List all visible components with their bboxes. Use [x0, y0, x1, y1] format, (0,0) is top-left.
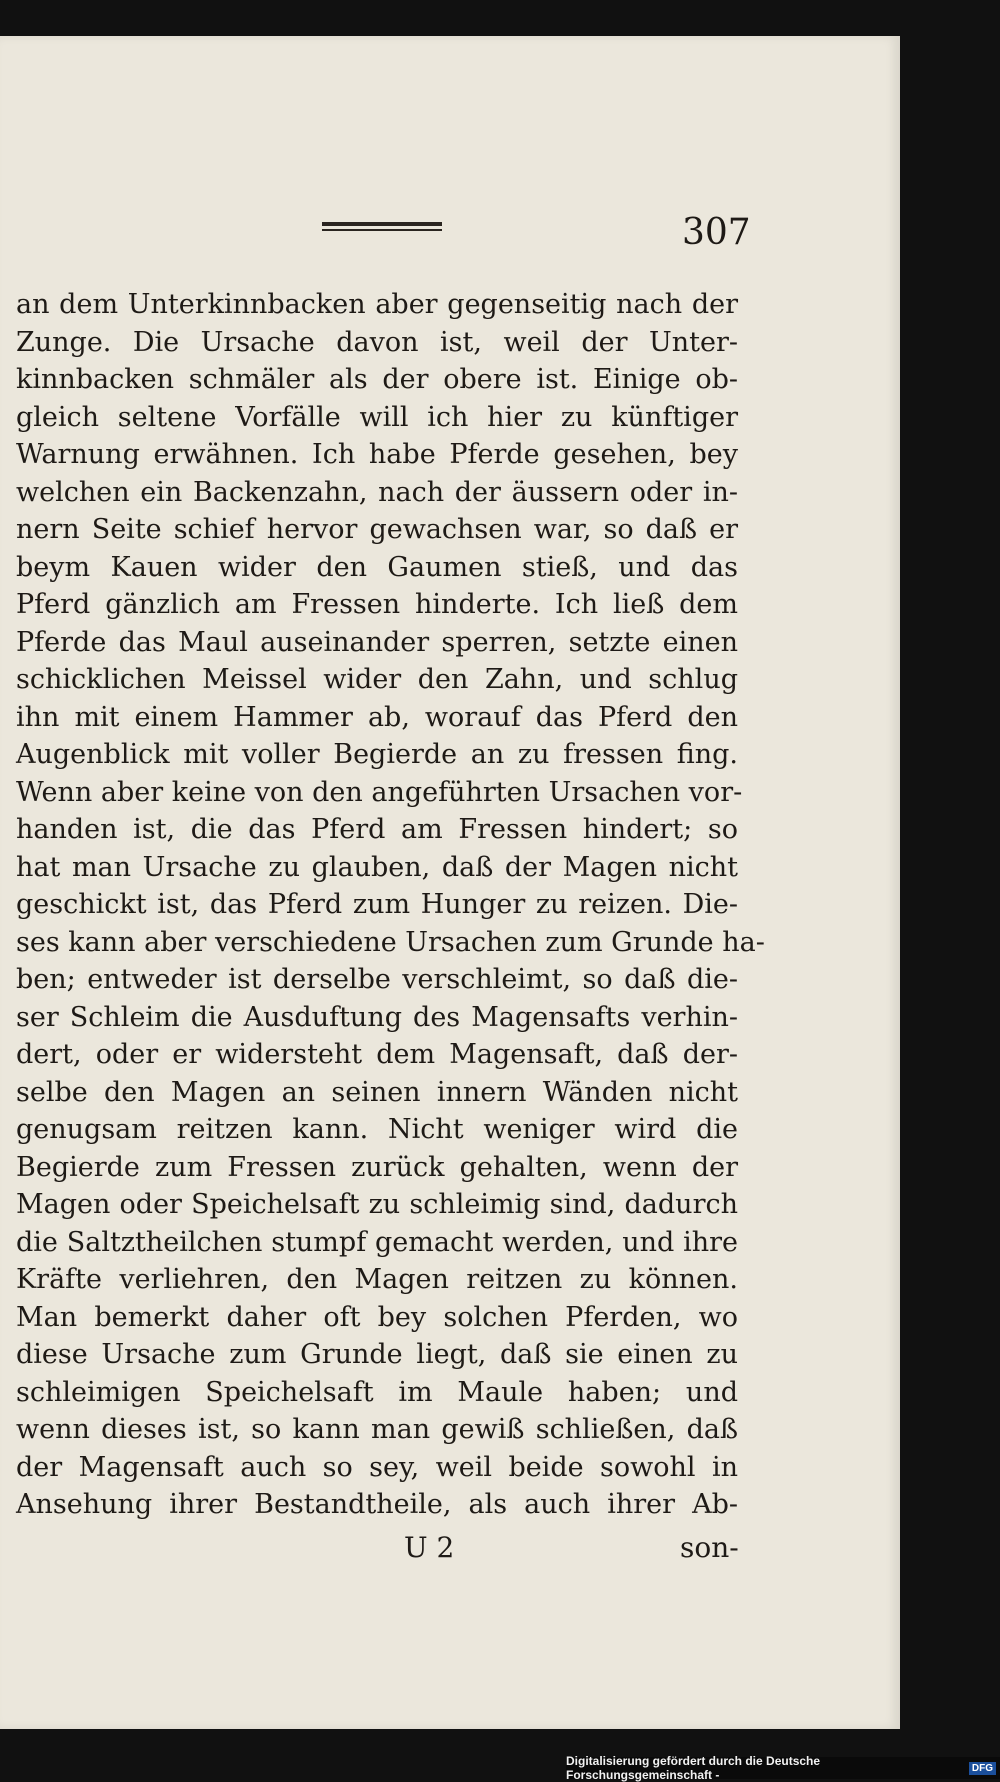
text-line: nern Seite schief hervor gewachsen war, so daß er	[16, 514, 738, 545]
text-line: beym Kauen wider den Gaumen stieß, und das	[16, 551, 738, 583]
text-line: Ansehung ihrer Bestandtheile, als auch ihrer Ab-	[16, 1489, 738, 1520]
text-line: gleich seltene Vorfälle will ich hier zu künftiger	[16, 401, 738, 433]
text-line: Wenn aber keine von den angeführten Ursachen vor-	[16, 776, 743, 808]
text-line: schleimigen Speichelsaft im Maule haben; und	[16, 1376, 738, 1408]
text-line: Pferd gänzlich am Fressen hinderte. Ich ließ dem	[16, 589, 738, 620]
text-line: ben; entweder ist derselbe verschleimt, so daß die-	[16, 964, 738, 995]
signature-mark: U 2	[404, 1531, 455, 1564]
text-line: die Saltztheilchen stumpf gemacht werden, und ihre	[16, 1226, 738, 1258]
text-line: Pferde das Maul auseinander sperren, setzte einen	[16, 626, 738, 658]
text-line: ses kann aber verschiedene Ursachen zum Grunde ha-	[16, 926, 765, 958]
body-text	[16, 286, 765, 1524]
book-page	[0, 36, 900, 1729]
text-line: dert, oder er widersteht dem Magensaft, daß der-	[16, 1039, 738, 1070]
text-line: geschickt ist, das Pferd zum Hunger zu reizen. Die-	[16, 889, 738, 920]
credit-text: Digitalisierung gefördert durch die Deutsche Forschungsgemeinschaft -	[566, 1754, 821, 1782]
text-line: Man bemerkt daher oft bey solchen Pferden, wo	[16, 1301, 738, 1333]
text-line: Warnung erwähnen. Ich habe Pferde gesehen, bey	[16, 439, 738, 470]
text-line: hat man Ursache zu glauben, daß der Magen nicht	[16, 851, 738, 883]
page-number: 307	[682, 212, 751, 253]
text-line: Kräfte verliehren, den Magen reitzen zu können.	[16, 1264, 738, 1295]
dfg-logo: DFG	[969, 1762, 996, 1775]
text-line: handen ist, die das Pferd am Fressen hindert; so	[16, 814, 738, 845]
catchword: son-	[680, 1531, 739, 1564]
text-line: schicklichen Meissel wider den Zahn, und schlug	[16, 664, 738, 695]
header-rule	[322, 222, 442, 232]
text-line: selbe den Magen an seinen innern Wänden nicht	[16, 1076, 738, 1108]
text-line: welchen ein Backenzahn, nach der äussern oder in-	[16, 476, 738, 508]
text-line: Zunge. Die Ursache davon ist, weil der Unter-	[16, 326, 738, 358]
digitization-credit	[566, 1754, 1000, 1782]
text-line: Begierde zum Fressen zurück gehalten, wenn der	[16, 1151, 738, 1183]
text-line: ser Schleim die Ausduftung des Magensafts verhin-	[16, 1001, 738, 1033]
text-line: genugsam reitzen kann. Nicht weniger wird die	[16, 1114, 738, 1145]
text-line: Magen oder Speichelsaft zu schleimig sind, dadurch	[16, 1189, 738, 1220]
text-line: diese Ursache zum Grunde liegt, daß sie einen zu	[16, 1339, 738, 1370]
text-line: der Magensaft auch so sey, weil beide sowohl in	[16, 1451, 738, 1483]
text-line: Augenblick mit voller Begierde an zu fressen fing.	[16, 739, 738, 770]
text-line: an dem Unterkinnbacken aber gegenseitig nach der	[16, 289, 738, 320]
text-line: kinnbacken schmäler als der obere ist. Einige ob-	[16, 364, 738, 395]
text-line: wenn dieses ist, so kann man gewiß schließen, daß	[16, 1414, 738, 1445]
text-line: ihn mit einem Hammer ab, worauf das Pferd den	[16, 701, 738, 733]
